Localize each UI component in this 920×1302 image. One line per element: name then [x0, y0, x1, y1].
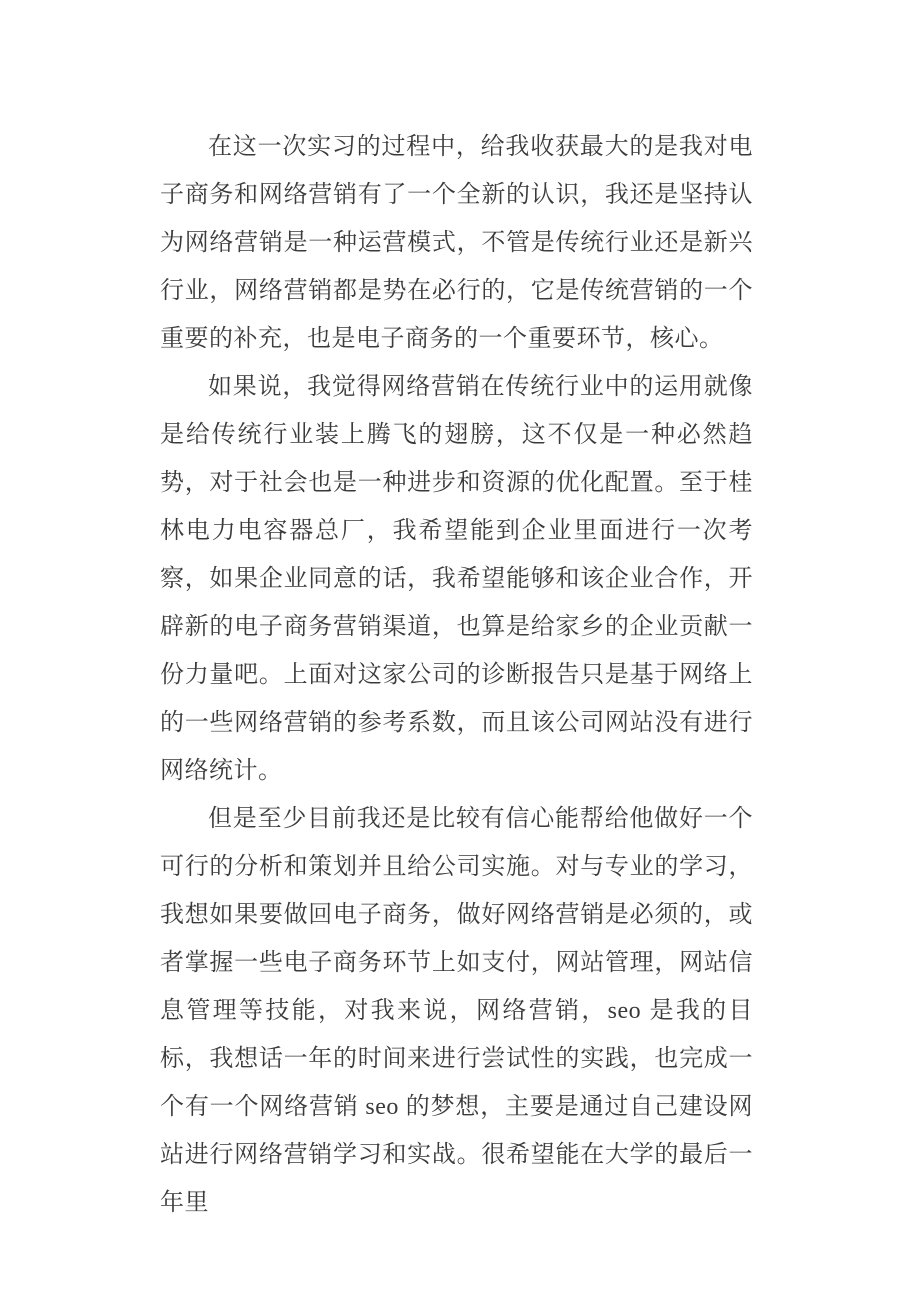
paragraph-internship-gains: 在这一次实习的过程中，给我收获最大的是我对电子商务和网络营销有了一个全新的认识，我还是坚持认为网络营销是一种运营模式，不管是传统行业还是新兴行业，网络营销都是势在必行的，它是传统营销的一个重要的补充，也是电子商务的一个重要环节，核心。: [160, 134, 753, 352]
paragraph-traditional-industry-marketing: 如果说，我觉得网络营销在传统行业中的运用就像是给传统行业装上腾飞的翅膀，这不仅是一种必然趋势，对于社会也是一种进步和资源的优化配置。至于桂林电力电容器总厂，我希望能到企业里面进行一次考察，如果企业同意的话，我希望能够和该企业合作，开辟新的电子商务营销渠道，也算是给家乡的企业贡献一份力量吧。上面对这家公司的诊断报告只是基于网络上的一些网络营销的参考系数，而且该公司网站没有进行网络统计。: [160, 374, 753, 784]
paragraph-confidence-and-seo-goal: 但是至少目前我还是比较有信心能帮给他做好一个可行的分析和策划并且给公司实施。对与专业的学习，我想如果要做回电子商务，做好网络营销是必须的，或者掌握一些电子商务环节上如支付，网站管理，网站信息管理等技能，对我来说，网络营销，seo 是我的目标，我想话一年的时间来进行尝试性的实践，也完成一个有一个网络营销 seo 的梦想，主要是通过自己建设网站进行网络营销学习和实战。很希望能在大学的最后一年里: [160, 806, 753, 1216]
